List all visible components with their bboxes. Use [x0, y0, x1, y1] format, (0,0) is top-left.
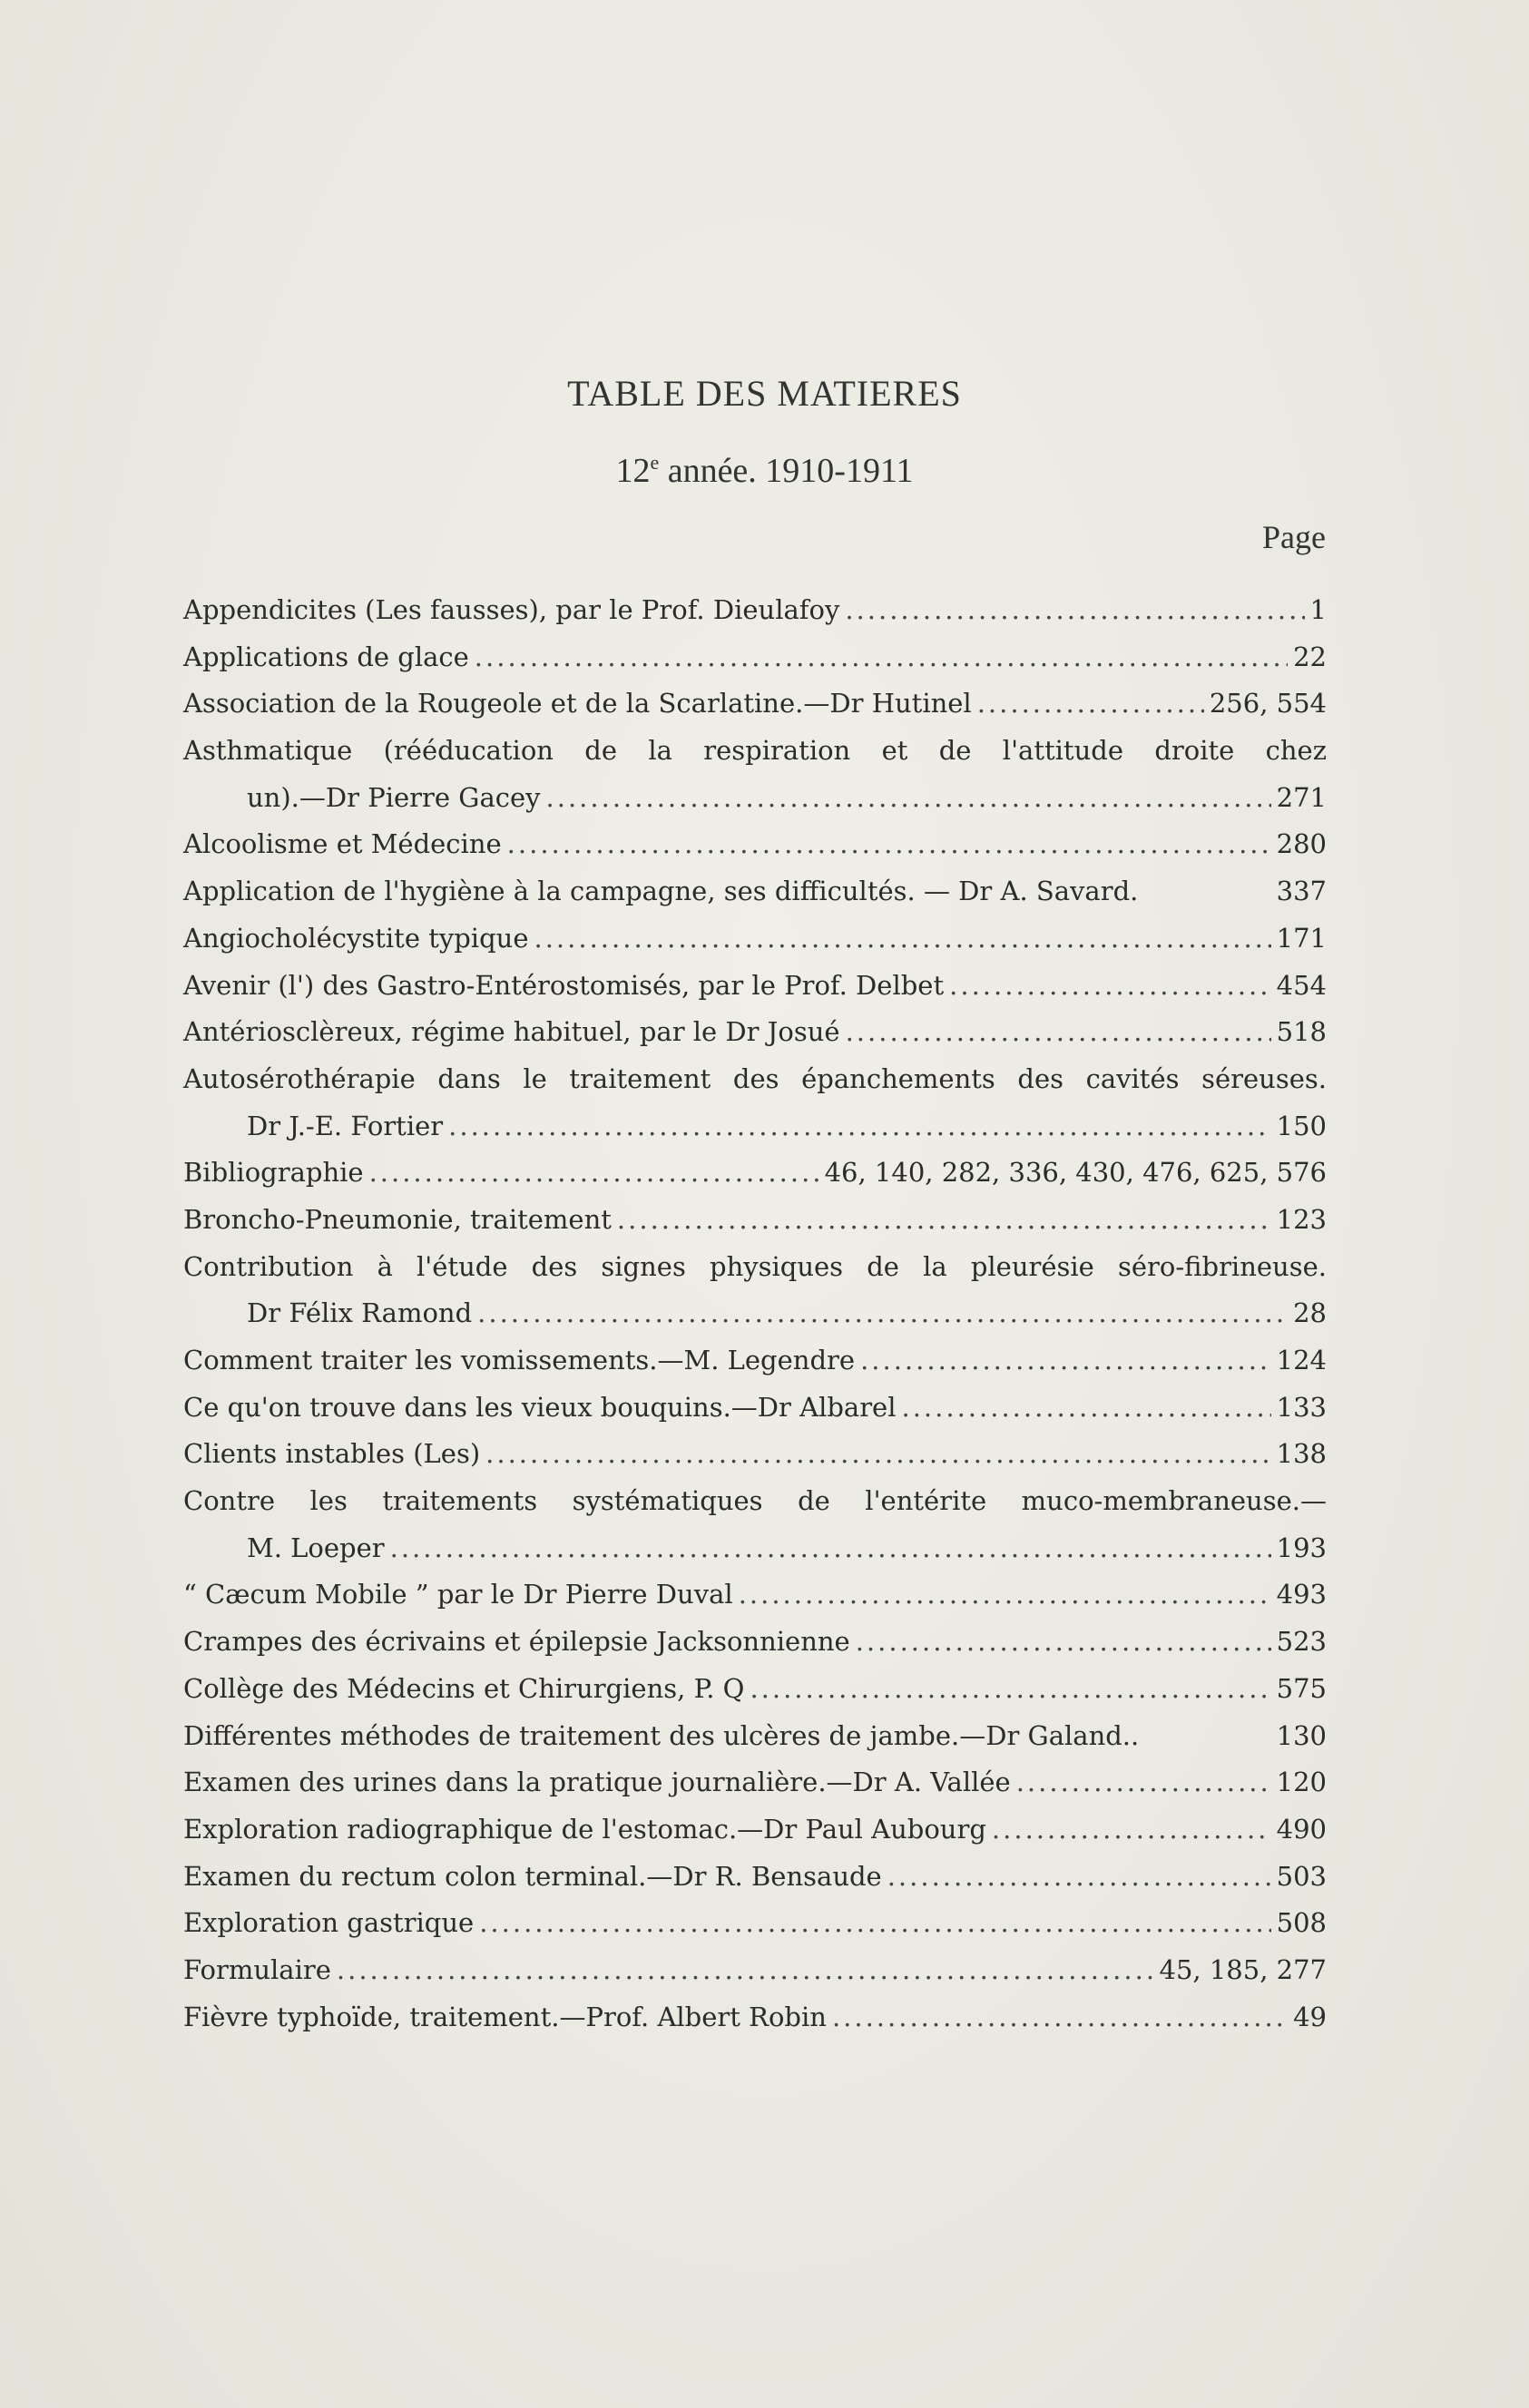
toc-entry-row — [183, 1571, 1327, 1619]
toc-entry-row — [183, 868, 1327, 915]
toc-entry-title: Contribution à l'étude des signes physiques de la pleurésie séro-fibrineuse. — [183, 1250, 1327, 1282]
toc-entry-row — [183, 1806, 1327, 1854]
toc-entry — [183, 1900, 1327, 1947]
toc-entry-row — [247, 775, 1327, 822]
toc-entry — [183, 963, 1327, 1010]
toc-entry-page: 138 — [1276, 1438, 1327, 1470]
toc-leader-dots — [475, 634, 1288, 681]
toc-entry-title: Broncho-Pneumonie, traitement — [183, 1203, 612, 1235]
toc-leader-dots — [949, 963, 1271, 1010]
toc-entry-row — [183, 1619, 1327, 1666]
toc-entry-page: 454 — [1276, 969, 1327, 1001]
toc-entry-page: 130 — [1276, 1719, 1327, 1751]
toc-entry-page: 22 — [1293, 641, 1327, 672]
toc-entry — [183, 868, 1327, 915]
toc-entry-page: 575 — [1276, 1672, 1327, 1704]
toc-entry-row — [183, 1994, 1327, 2041]
toc-leader-dots — [977, 680, 1204, 728]
toc-entry-title: Appendicites (Les fausses), par le Prof. Dieulafoy — [183, 594, 840, 625]
toc-entry-title: Alcoolisme et Médecine — [183, 828, 502, 860]
toc-entry-page: 490 — [1276, 1813, 1327, 1845]
toc-entry-title: Crampes des écrivains et épilepsie Jacksonnienne — [183, 1626, 850, 1658]
toc-entry — [183, 1150, 1327, 1197]
toc-entry-title: Exploration radiographique de l'estomac.—Dr Paul Aubourg — [183, 1813, 986, 1845]
toc-entry-title: Collège des Médecins et Chirurgiens, P. Q — [183, 1672, 745, 1704]
toc-entry-title: Clients instables (Les) — [183, 1438, 481, 1470]
toc-entry — [183, 1619, 1327, 1666]
toc-entry-title: un).—Dr Pierre Gacey — [247, 781, 541, 813]
table-of-contents — [183, 587, 1327, 2041]
toc-entry — [183, 1385, 1327, 1432]
toc-entry-page: 193 — [1276, 1532, 1327, 1563]
toc-leader-dots — [902, 1385, 1271, 1432]
toc-entry — [183, 1337, 1327, 1385]
toc-entry — [183, 1571, 1327, 1619]
toc-entry — [183, 1806, 1327, 1854]
toc-entry — [183, 915, 1327, 963]
toc-entry-title: Examen du rectum colon terminal.—Dr R. Bensaude — [183, 1860, 882, 1892]
toc-entry — [183, 1994, 1327, 2041]
toc-leader-dots — [739, 1571, 1271, 1619]
toc-entry-row — [183, 1947, 1327, 1994]
toc-leader-dots — [507, 821, 1271, 868]
toc-entry-row — [183, 1150, 1327, 1197]
toc-entry-page: 280 — [1276, 828, 1327, 860]
toc-leader-dots — [337, 1947, 1154, 1994]
toc-entry — [183, 1103, 1327, 1150]
toc-leader-dots — [846, 1009, 1271, 1056]
toc-entry — [183, 1290, 1327, 1337]
toc-entry — [183, 728, 1327, 775]
toc-entry — [183, 587, 1327, 634]
toc-entry-title: Applications de glace — [183, 641, 469, 672]
toc-leader-dots — [479, 1900, 1270, 1947]
toc-leader-dots — [448, 1103, 1271, 1150]
toc-entry — [183, 1854, 1327, 1901]
toc-entry-row — [183, 728, 1327, 775]
page-title: TABLE DES MATIERES — [567, 373, 962, 414]
toc-entry-row — [183, 1431, 1327, 1478]
toc-entry-row — [183, 1009, 1327, 1056]
toc-entry-row — [183, 915, 1327, 963]
toc-entry-row — [247, 1290, 1327, 1337]
toc-entry — [183, 1009, 1327, 1056]
toc-entry — [183, 821, 1327, 868]
toc-entry — [183, 680, 1327, 728]
toc-entry-page: 45, 185, 277 — [1159, 1953, 1327, 1985]
toc-entry-row — [183, 634, 1327, 681]
toc-entry-title: Contre les traitements systématiques de l'entérite muco-membraneuse.— — [183, 1485, 1327, 1517]
toc-entry — [183, 1759, 1327, 1806]
toc-entry-page: 493 — [1276, 1579, 1327, 1610]
toc-entry-title: Ce qu'on trouve dans les vieux bouquins.—Dr Albarel — [183, 1391, 897, 1423]
toc-entry-page: 256, 554 — [1209, 688, 1327, 719]
toc-entry-title: Antériosclèreux, régime habituel, par le Dr Josué — [183, 1016, 840, 1048]
toc-entry-row — [183, 1759, 1327, 1806]
toc-entry-title: Dr J.-E. Fortier — [247, 1110, 444, 1141]
toc-entry-page: 124 — [1276, 1345, 1327, 1375]
toc-entry — [183, 1666, 1327, 1713]
toc-entry-page: 28 — [1293, 1297, 1327, 1329]
toc-entry — [183, 1056, 1327, 1103]
toc-entry-row — [183, 1713, 1327, 1760]
toc-entry-row — [183, 1478, 1327, 1525]
toc-entry-row — [183, 1056, 1327, 1103]
toc-entry-page: 271 — [1276, 781, 1327, 813]
toc-entry-row — [183, 1385, 1327, 1432]
toc-entry-row — [183, 1666, 1327, 1713]
toc-entry-page: 150 — [1276, 1110, 1327, 1141]
toc-entry-title: Différentes méthodes de traitement des ulcères de jambe.—Dr Galand.. — [183, 1719, 1140, 1751]
toc-entry-page: 518 — [1276, 1016, 1327, 1048]
toc-entry — [183, 1947, 1327, 1994]
toc-leader-dots — [750, 1666, 1270, 1713]
toc-entry-row — [183, 1197, 1327, 1244]
page-column-label: Page — [1262, 519, 1326, 555]
toc-entry-row — [183, 680, 1327, 728]
toc-leader-dots — [845, 587, 1304, 634]
toc-entry-row — [183, 1244, 1327, 1291]
toc-entry-row — [183, 587, 1327, 634]
toc-entry-title: Association de la Rougeole et de la Scarlatine.—Dr Hutinel — [183, 688, 972, 719]
toc-entry-page: 46, 140, 282, 336, 430, 476, 625, 576 — [824, 1157, 1327, 1189]
toc-entry-title: Avenir (l') des Gastro-Entérostomisés, par le Prof. Delbet — [183, 969, 945, 1001]
toc-entry-title: Autosérothérapie dans le traitement des épanchements des cavités séreuses. — [183, 1062, 1327, 1094]
toc-leader-dots — [546, 775, 1271, 822]
toc-leader-dots — [534, 915, 1270, 963]
toc-entry-title: “ Cæcum Mobile ” par le Dr Pierre Duval — [183, 1579, 733, 1610]
toc-entry — [183, 1197, 1327, 1244]
toc-entry-title: Formulaire — [183, 1953, 331, 1985]
toc-entry-page: 503 — [1276, 1860, 1327, 1892]
toc-entry — [183, 1525, 1327, 1572]
toc-entry-page: 1 — [1309, 594, 1327, 625]
toc-leader-dots — [992, 1806, 1271, 1854]
toc-entry-title: Angiocholécystite typique — [183, 922, 529, 954]
subtitle-superscript: e — [650, 451, 660, 474]
toc-leader-dots — [860, 1337, 1271, 1385]
toc-entry-row — [183, 1854, 1327, 1901]
toc-leader-dots — [856, 1619, 1271, 1666]
toc-leader-dots — [477, 1290, 1288, 1337]
toc-entry-page: 123 — [1276, 1203, 1327, 1235]
toc-entry — [183, 1713, 1327, 1760]
subtitle-number: 12 — [615, 452, 651, 490]
toc-entry — [183, 1431, 1327, 1478]
page-subtitle — [0, 451, 1529, 491]
toc-entry-title: Examen des urines dans la pratique journalière.—Dr A. Vallée — [183, 1767, 1011, 1798]
toc-entry-title: Application de l'hygiène à la campagne, ses difficultés. — Dr A. Savard. — [183, 876, 1139, 907]
toc-entry — [183, 1244, 1327, 1291]
toc-entry-row — [183, 1900, 1327, 1947]
toc-entry-title: Dr Félix Ramond — [247, 1297, 473, 1329]
toc-entry-title: Bibliographie — [183, 1157, 364, 1189]
toc-entry-row — [183, 821, 1327, 868]
toc-entry-row — [247, 1103, 1327, 1150]
toc-leader-dots — [832, 1994, 1288, 2041]
toc-leader-dots — [485, 1431, 1270, 1478]
toc-entry-title: M. Loeper — [247, 1532, 385, 1563]
toc-entry-page: 120 — [1276, 1767, 1327, 1798]
toc-leader-dots — [369, 1150, 819, 1197]
toc-entry-page: 523 — [1276, 1626, 1327, 1658]
toc-entry-title: Exploration gastrique — [183, 1907, 475, 1939]
subtitle-year: année. 1910-1911 — [659, 452, 914, 490]
toc-leader-dots — [617, 1197, 1271, 1244]
toc-entry — [183, 1478, 1327, 1525]
toc-entry-row — [247, 1525, 1327, 1572]
toc-entry-page: 133 — [1276, 1391, 1327, 1423]
toc-leader-dots — [1016, 1759, 1271, 1806]
toc-entry-page: 49 — [1293, 2001, 1327, 2032]
toc-entry — [183, 634, 1327, 681]
toc-entry-row — [183, 1337, 1327, 1385]
toc-leader-dots — [390, 1525, 1271, 1572]
toc-entry-page: 337 — [1276, 876, 1327, 907]
toc-entry-page: 508 — [1276, 1907, 1327, 1939]
toc-entry-title: Comment traiter les vomissements.—M. Legendre — [183, 1345, 856, 1375]
toc-entry — [183, 775, 1327, 822]
toc-leader-dots — [887, 1854, 1271, 1901]
toc-entry-page: 171 — [1276, 922, 1327, 954]
toc-entry-title: Asthmatique (rééducation de la respiration et de l'attitude droite chez — [183, 735, 1327, 767]
toc-entry-title: Fièvre typhoïde, traitement.—Prof. Albert Robin — [183, 2001, 827, 2032]
toc-entry-row — [183, 963, 1327, 1010]
